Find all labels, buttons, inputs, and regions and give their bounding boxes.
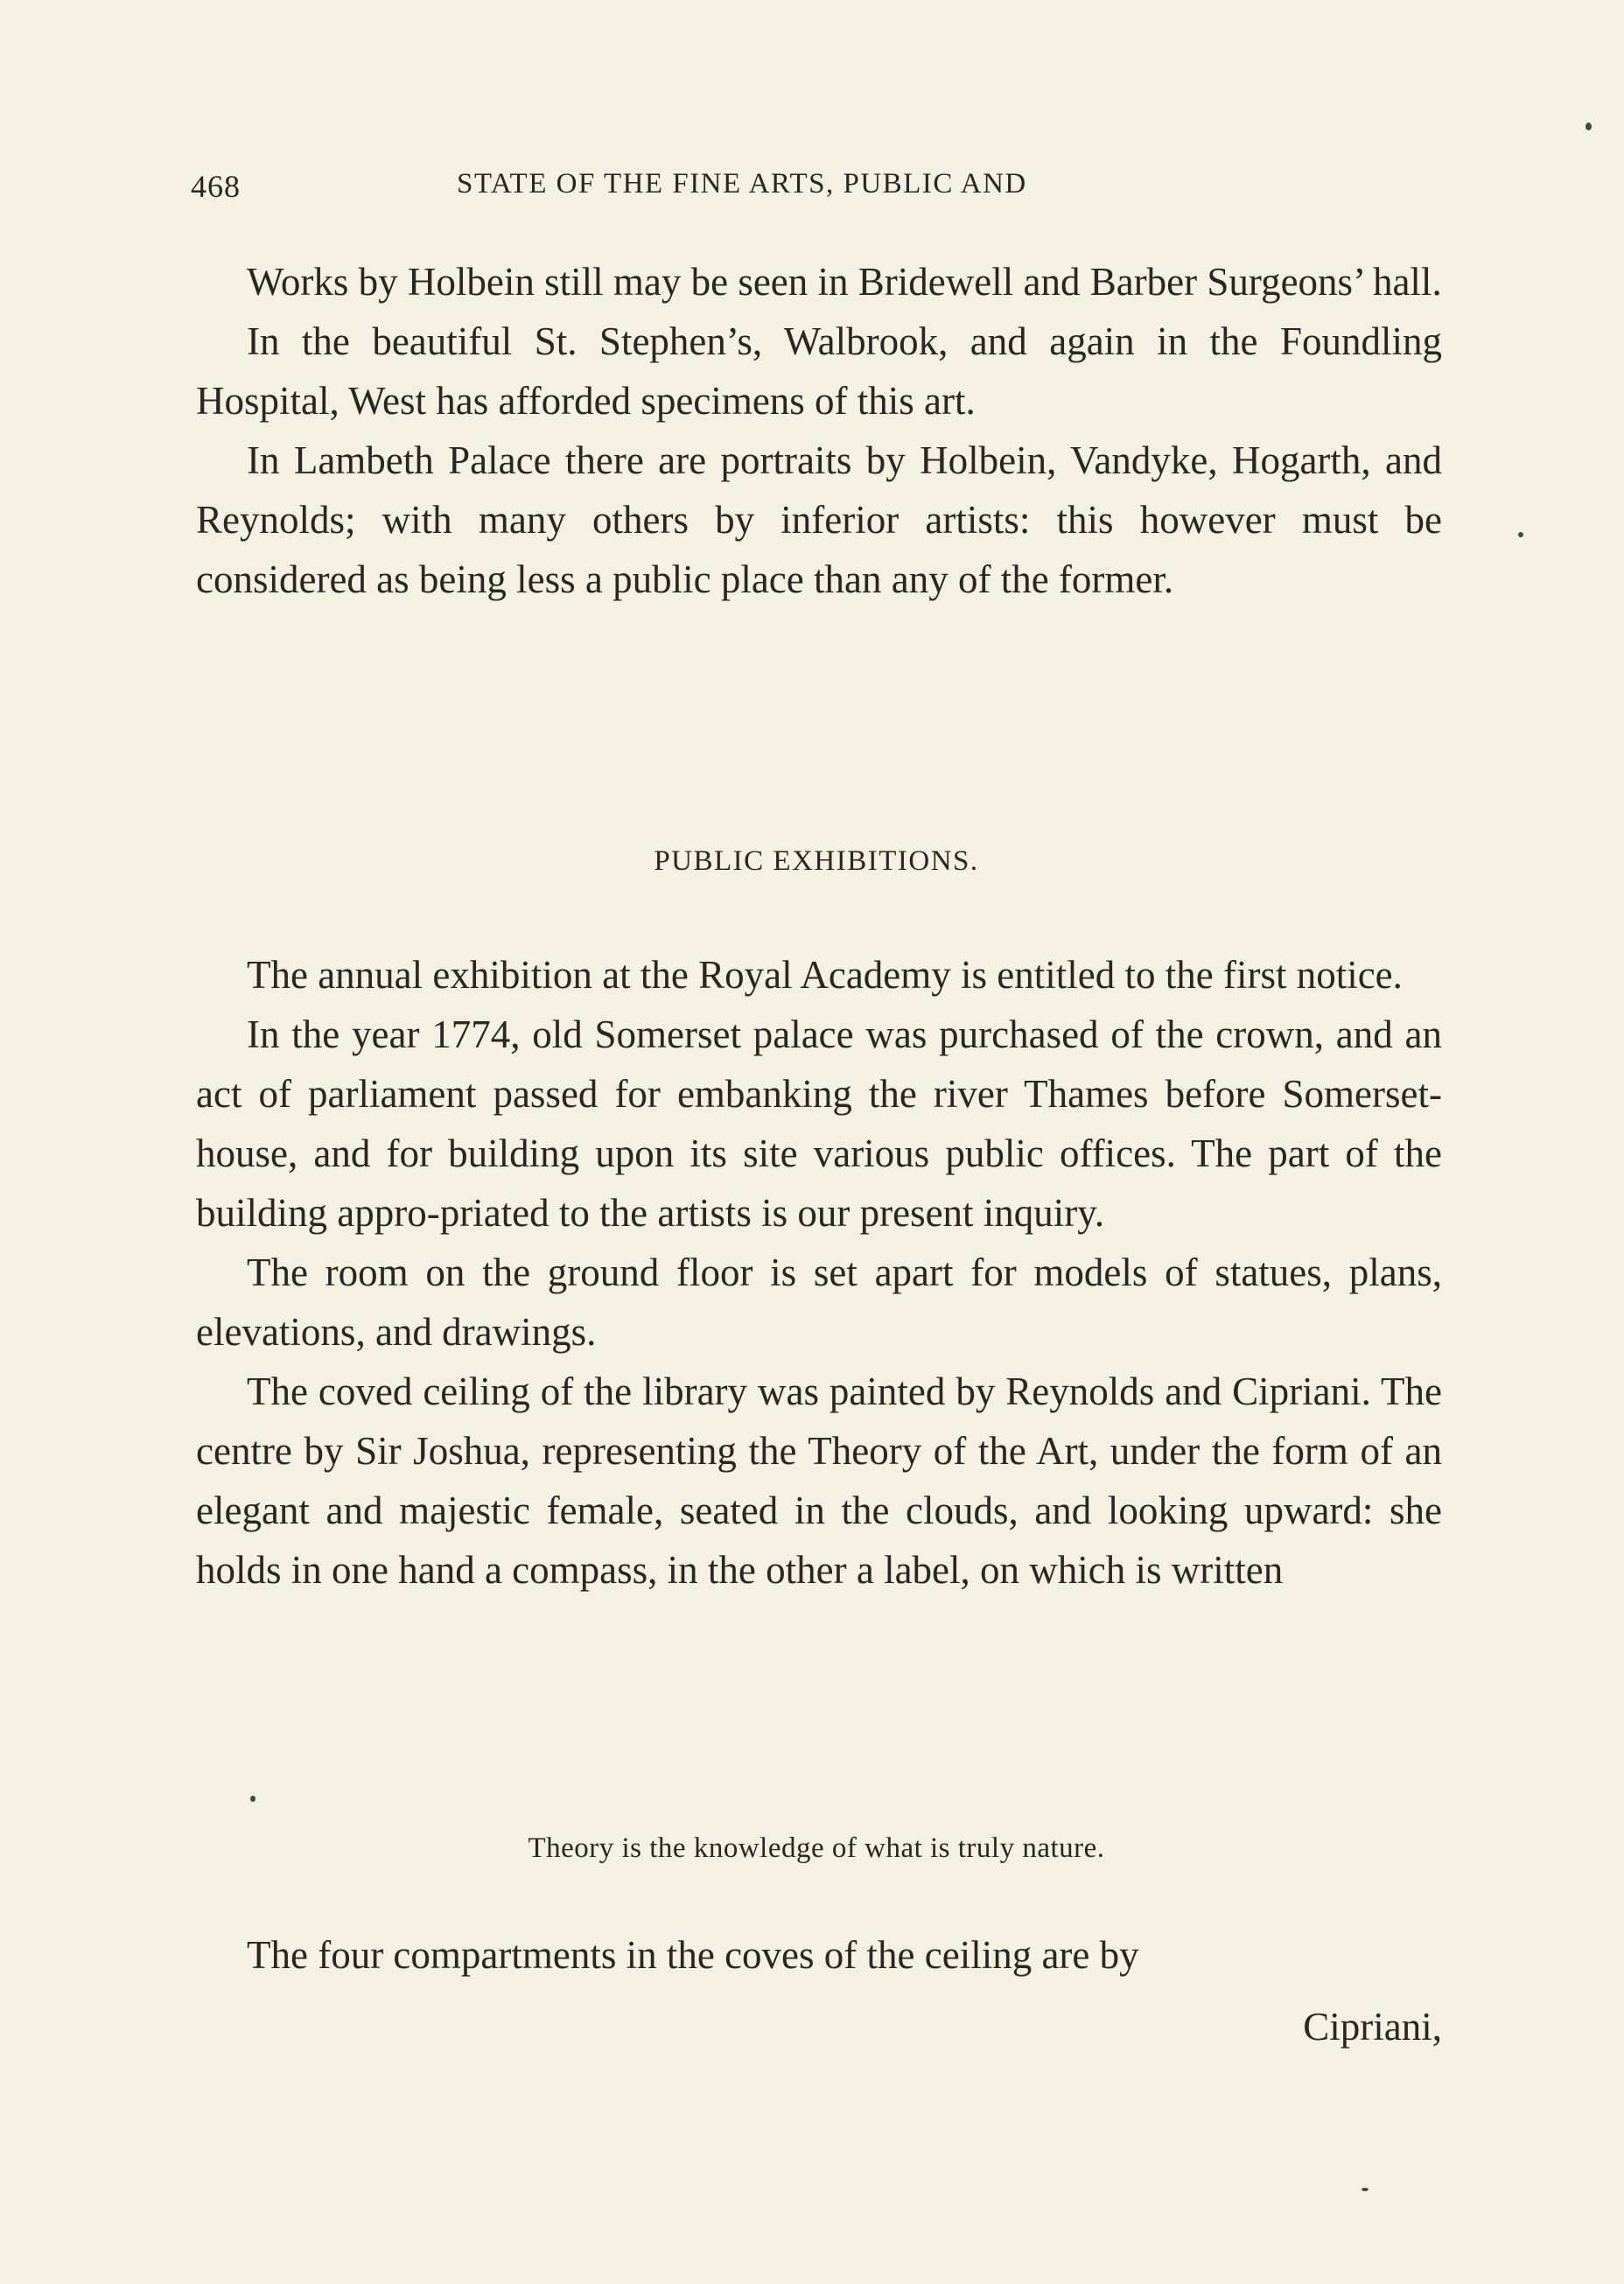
paragraph: Works by Holbein still may be seen in Bridewell and Barber Surgeons’ hall. (247, 260, 1442, 304)
closing-text-block (196, 1925, 1442, 1985)
paper-speck (1586, 123, 1592, 130)
inscription-quote: Theory is the knowledge of what is truly nature. (528, 1832, 1105, 1864)
catchword: Cipriani, (1303, 2005, 1442, 2049)
paragraph: In the beautiful St. Stephen’s, Walbrook, and again in the Foundling Hospital, West has afforded specimens of this art. (196, 319, 1442, 423)
paragraph: The annual exhibition at the Royal Academy is entitled to the first notice. (247, 953, 1403, 997)
paragraph: The coved ceiling of the library was painted by Reynolds and Cipriani. The centre by Sir Joshua, representing the Theory of the Art, under the form of an elegant and majestic female, seated in the clouds, and looking upward: she holds in one hand a compass, in the other a label, on which is written (196, 1370, 1442, 1592)
paragraph: In the year 1774, old Somerset palace was purchased of the crown, and an act of parliament passed for embanking the river Thames before Somerset-house, and for building upon its site various public offices. The part of the building appro-priated to the artists is our present inquiry. (196, 1012, 1442, 1235)
section-heading: PUBLIC EXHIBITIONS. (654, 845, 979, 877)
running-head (191, 168, 1442, 212)
exhibitions-text-block (196, 945, 1442, 1600)
paper-speck (1518, 532, 1523, 537)
paragraph: The four compartments in the coves of the ceiling are by (247, 1933, 1139, 1977)
paragraph: The room on the ground floor is set apart for models of statues, plans, elevations, and drawings. (196, 1251, 1442, 1354)
intro-text-block (196, 252, 1442, 609)
paper-speck (250, 1796, 256, 1802)
page-number: 468 (191, 169, 241, 204)
running-title: STATE OF THE FINE ARTS, PUBLIC AND (457, 168, 1027, 200)
paragraph: In Lambeth Palace there are portraits by Holbein, Vandyke, Hogarth, and Reynolds; with many others by inferior artists: this however must be considered as being less a public place than any of the former. (196, 438, 1442, 601)
paper-speck (1362, 2188, 1368, 2191)
